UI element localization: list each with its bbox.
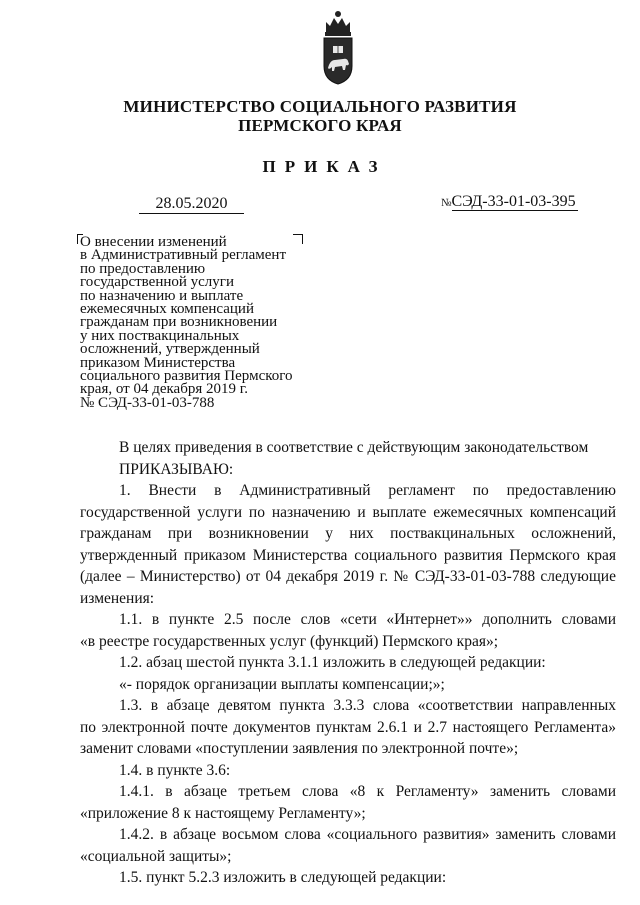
subject-line: социального развития Пермского (80, 368, 293, 385)
paragraph-1-3-line: заменит словами «поступлении заявления по электронной почте»; (80, 740, 519, 757)
order-word: ПРИКАЗЫВАЮ: (119, 460, 234, 478)
paragraph-1-4-2-line: «социальной защиты»; (80, 847, 232, 865)
paragraph-1-line: государственной услуги по назначению и выплате ежемесячных компенсаций (80, 503, 616, 521)
ministry-name-line2: ПЕРМСКОГО КРАЯ (238, 116, 402, 135)
order-subject (80, 236, 310, 410)
order-body (80, 437, 616, 889)
paragraph-1-4-1-line: 1.4.1. в абзаце третьем слова «8 к Регламенту» заменить словами (119, 783, 616, 800)
ministry-name-line1: МИНИСТЕРСТВО СОЦИАЛЬНОГО РАЗВИТИЯ (123, 97, 517, 116)
paragraph-1-line: утвержденный приказом Министерства социального развития Пермского края (80, 546, 616, 564)
coat-of-arms-icon (321, 8, 355, 86)
paragraph-1-2-quote: «- порядок организации выплаты компенсации;»; (119, 675, 445, 693)
ministry-name (0, 97, 640, 135)
order-number (441, 192, 578, 213)
paragraph-1-4: 1.4. в пункте 3.6: (119, 761, 231, 779)
paragraph-1-1-line: 1.1. в пункте 2.5 после слов «сети «Интернет»» дополнить словами (119, 611, 616, 628)
paragraph-1-line: изменения: (80, 589, 155, 607)
order-title: ПРИКАЗ (262, 157, 387, 176)
subject-line: осложнений, утвержденный (80, 341, 260, 358)
subject-line: по назначению и выплате (80, 287, 244, 304)
subject-line: по предоставлению (80, 260, 206, 277)
order-date: 28.05.2020 (139, 194, 244, 214)
paragraph-1-line: гражданам при возникновении у них поствакцинальных осложнений, (80, 525, 616, 542)
paragraph-1-2: 1.2. абзац шестой пункта 3.1.1 изложить в следующей редакции: (119, 654, 546, 671)
paragraph-1-3-line: по электронной почте документов пунктам 2.6.1 и 2.7 настоящего Регламента» (80, 718, 616, 736)
subject-line: государственной услуги (80, 274, 234, 291)
number-sign: № (441, 197, 452, 209)
paragraph-1-3-line: 1.3. в абзаце девятом пункта 3.3.3 слова «соответствии направленных (119, 697, 616, 714)
subject-line: края, от 04 декабря 2019 г. (80, 381, 248, 398)
intro-paragraph: В целях приведения в соответствие с действующим законодательством (119, 439, 589, 456)
paragraph-1-4-2-line: 1.4.2. в абзаце восьмом слова «социального развития» заменить словами (119, 826, 616, 843)
subject-line: гражданам при возникновении (80, 314, 278, 331)
paragraph-1-5: 1.5. пункт 5.2.3 изложить в следующей редакции: (119, 869, 447, 886)
paragraph-1-line: (далее – Министерство) от 04 декабря 2019 г. № СЭД-33-01-03-788 следующие (80, 568, 616, 585)
paragraph-1-4-1-line: «приложение 8 к настоящему Регламенту»; (80, 804, 366, 822)
paragraph-1-1-line: «в реестре государственных услуг (функций) Пермского края»; (80, 632, 499, 650)
subject-line: О внесении изменений (80, 234, 227, 250)
subject-line: № СЭД-33-01-03-788 (80, 394, 215, 411)
subject-line: ежемесячных компенсаций (80, 301, 254, 318)
order-number-value: СЭД-33-01-03-395 (451, 193, 576, 210)
paragraph-1-line: 1. Внести в Административный регламент по предоставлению (119, 482, 616, 499)
subject-line: приказом Министерства (80, 354, 236, 371)
subject-line: у них поствакцинальных (80, 327, 240, 344)
subject-line: в Административный регламент (80, 247, 287, 264)
